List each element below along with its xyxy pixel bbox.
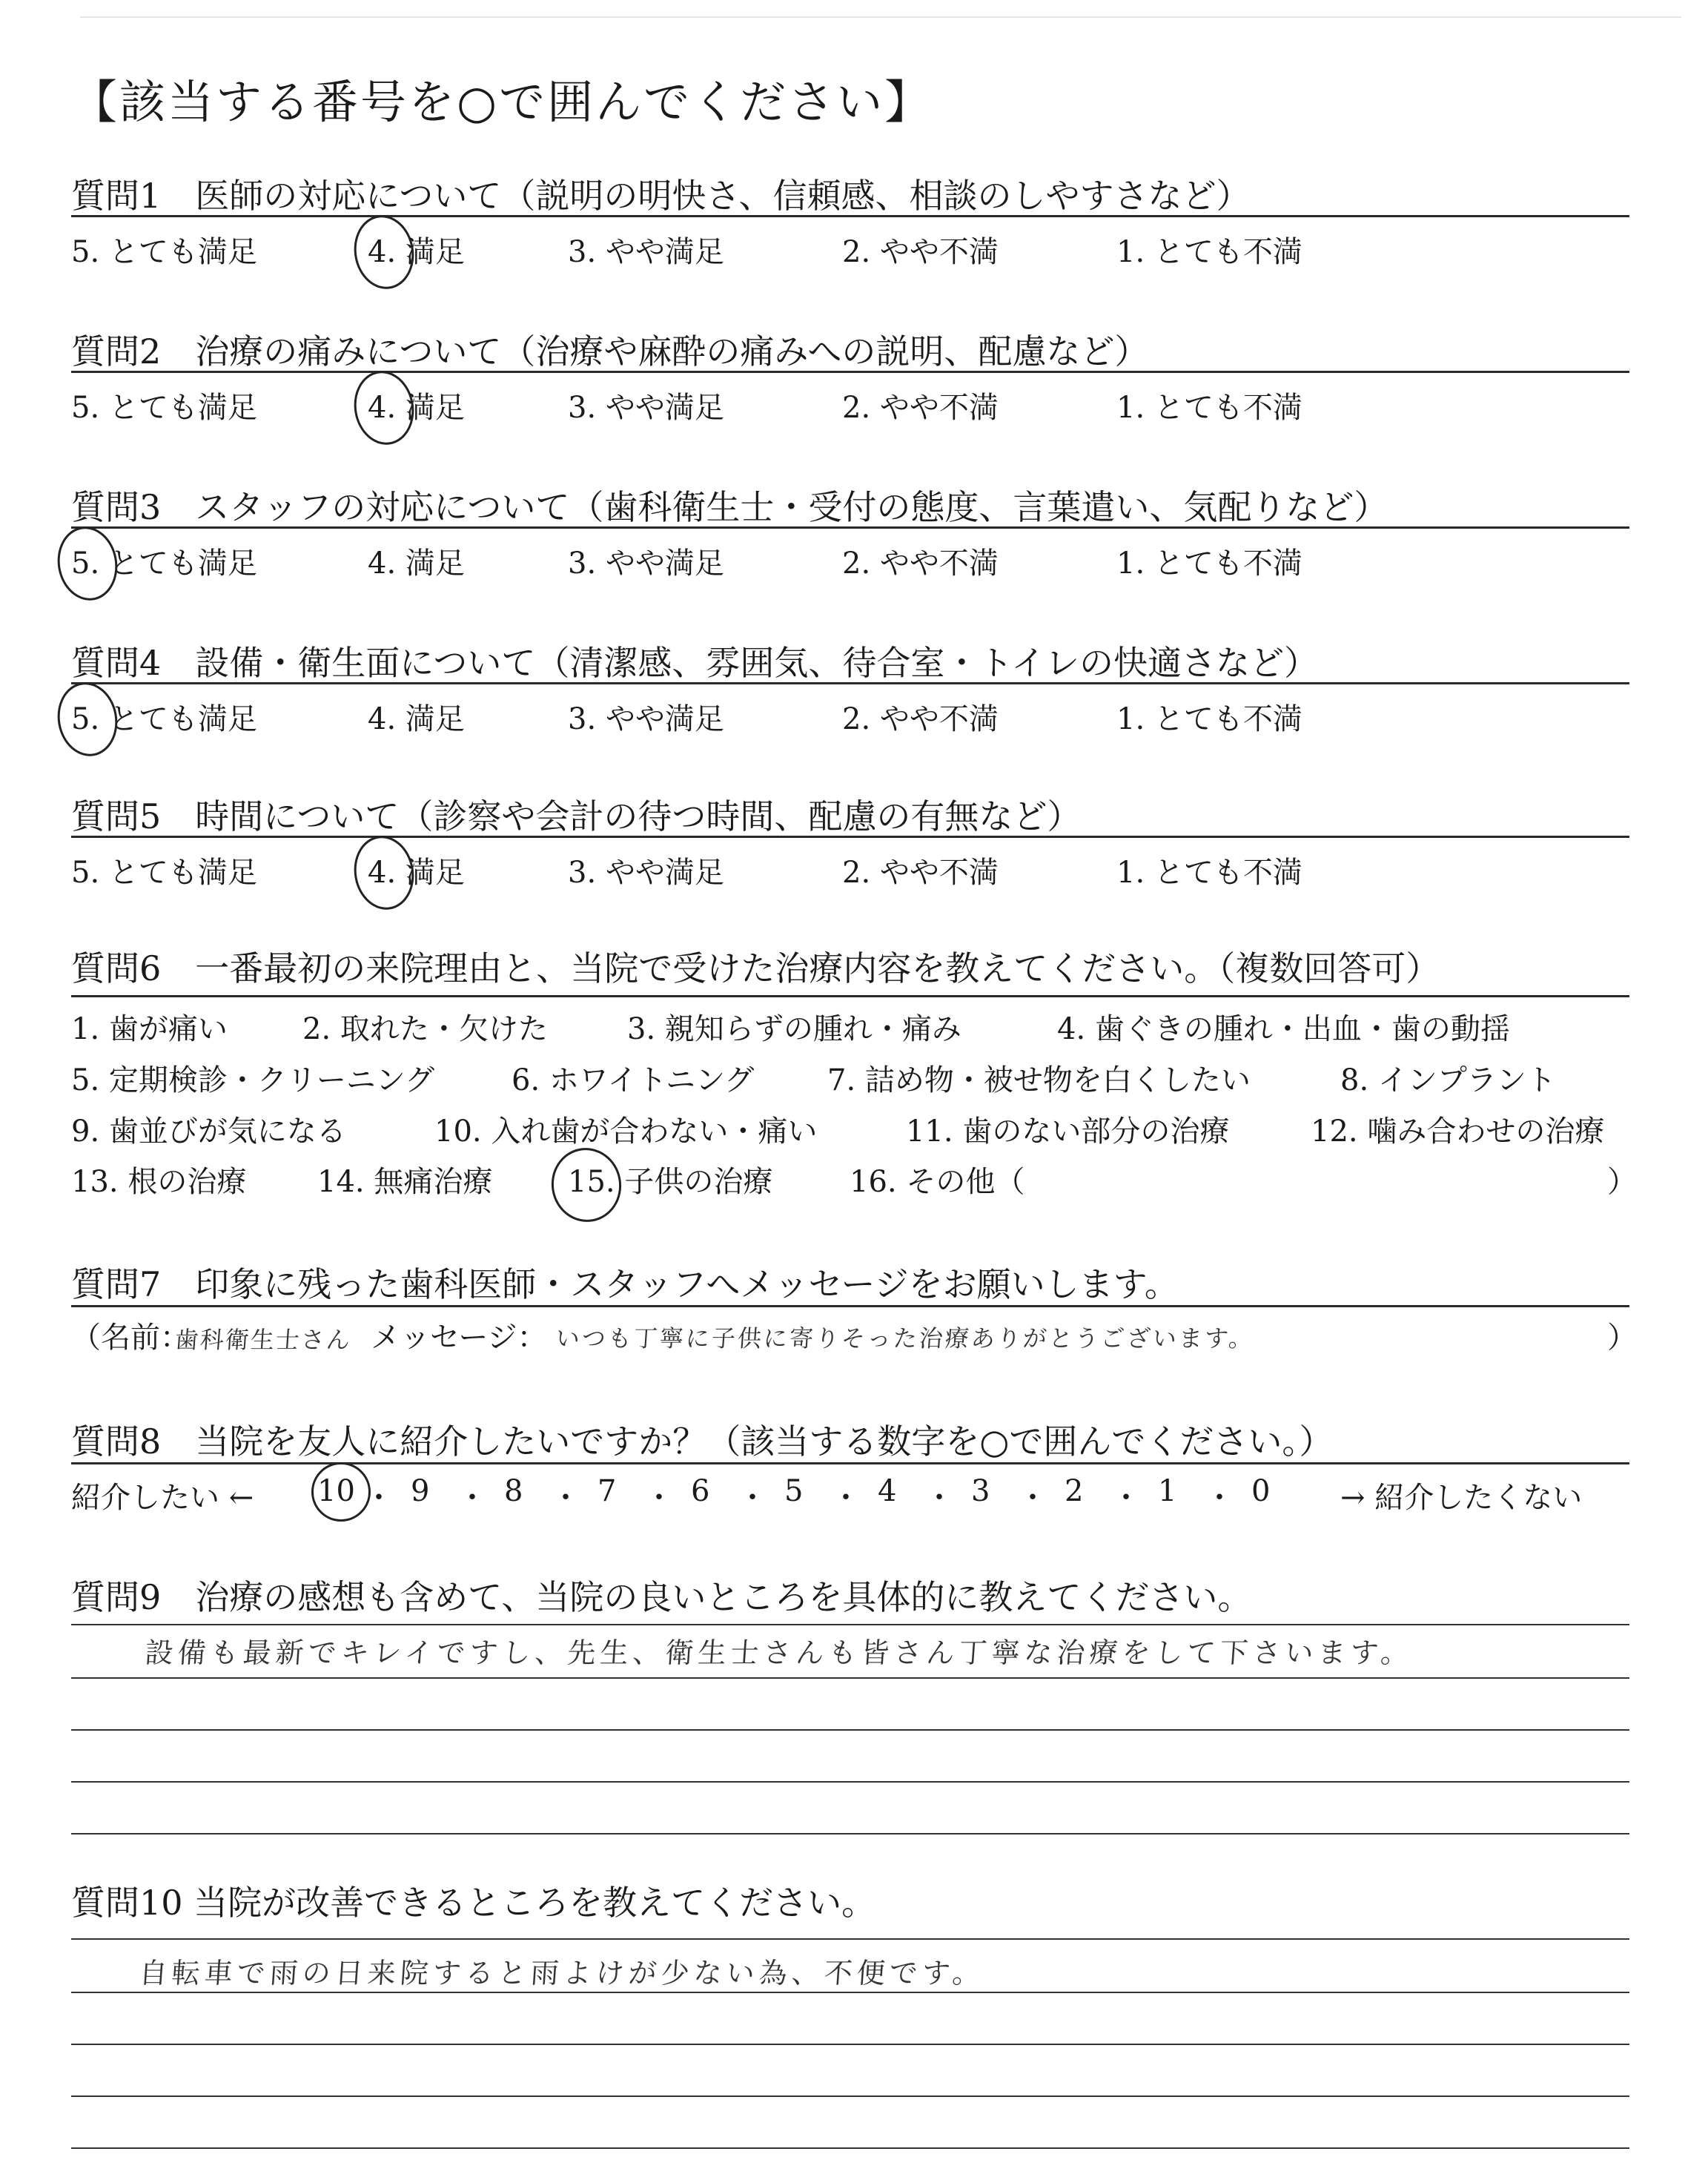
q5-option-1: 1. とても不満 bbox=[1116, 856, 1302, 890]
q1-option-2: 2. やや不満 bbox=[842, 235, 999, 269]
q3-rule bbox=[71, 526, 1629, 529]
q7-message-label: メッセージ： bbox=[371, 1321, 547, 1355]
q2-rule bbox=[71, 371, 1629, 373]
q6-option-2: 2. 取れた・欠けた bbox=[302, 1012, 548, 1046]
q8-scale-9: 9 bbox=[411, 1474, 430, 1508]
q4-selected-circle bbox=[52, 678, 123, 761]
q5-option-3: 3. やや満足 bbox=[568, 856, 724, 890]
q8-separator-dot: ・ bbox=[924, 1481, 954, 1515]
q6-option-16: 16. その他（ bbox=[850, 1165, 1025, 1199]
survey-instruction-heading: 【該当する番号を○で囲んでください】 bbox=[71, 75, 933, 129]
q10-line-1 bbox=[71, 1938, 1629, 1940]
q1-rule bbox=[71, 215, 1629, 217]
q9-title: 質問9 治療の感想も含めて、当院の良いところを具体的に教えてください。 bbox=[71, 1577, 1252, 1617]
q6-option-4: 4. 歯ぐきの腫れ・出血・歯の動揺 bbox=[1057, 1012, 1510, 1046]
q6-option-9: 9. 歯並びが気になる bbox=[71, 1114, 346, 1149]
q8-rule bbox=[71, 1462, 1629, 1464]
q8-scale-7: 7 bbox=[598, 1474, 617, 1508]
q6-option-3: 3. 親知らずの腫れ・痛み bbox=[627, 1012, 961, 1046]
q6-title: 質問6 一番最初の来院理由と、当院で受けた治療内容を教えてください。（複数回答可） bbox=[71, 948, 1440, 988]
q8-scale-0: 0 bbox=[1251, 1474, 1271, 1508]
q6-other-close-paren: ） bbox=[1607, 1165, 1637, 1199]
q8-scale-2: 2 bbox=[1065, 1474, 1084, 1508]
q4-rule bbox=[71, 682, 1629, 684]
q9-answer: 設備も最新でキレイですし、先生、衛生士さんも皆さん丁寧な治療をして下さいます。 bbox=[144, 1636, 1414, 1669]
q4-option-2: 2. やや不満 bbox=[842, 702, 999, 736]
q8-right-label: → 紹介したくない bbox=[1340, 1481, 1583, 1515]
q9-line-1 bbox=[71, 1624, 1629, 1625]
q2-option-4: 4. 満足 bbox=[368, 391, 465, 425]
q8-scale-4: 4 bbox=[878, 1474, 897, 1508]
q10-line-4 bbox=[71, 2095, 1629, 2097]
q8-separator-dot: ・ bbox=[457, 1481, 487, 1515]
q8-title: 質問8 当院を友人に紹介したいですか？（該当する数字を○で囲んでください。） bbox=[71, 1421, 1334, 1462]
q6-option-14: 14. 無痛治療 bbox=[317, 1165, 493, 1199]
q1-title: 質問1 医師の対応について（説明の明快さ、信頼感、相談のしやすさなど） bbox=[71, 176, 1251, 216]
q5-selected-circle bbox=[348, 831, 420, 914]
q8-separator-dot: ・ bbox=[738, 1481, 767, 1515]
q6-option-15: 15. 子供の治療 bbox=[568, 1165, 773, 1199]
q10-line-3 bbox=[71, 2044, 1629, 2045]
q9-line-3 bbox=[71, 1729, 1629, 1731]
q2-option-5: 5. とても満足 bbox=[71, 391, 257, 425]
q1-option-4: 4. 満足 bbox=[368, 235, 465, 269]
q3-option-1: 1. とても不満 bbox=[1116, 546, 1302, 581]
q6-option-5: 5. 定期検診・クリーニング bbox=[71, 1063, 435, 1097]
q6-option-1: 1. 歯が痛い bbox=[71, 1012, 228, 1046]
q3-selected-circle bbox=[52, 522, 123, 605]
q10-line-5 bbox=[71, 2147, 1629, 2149]
q2-selected-circle bbox=[348, 366, 420, 449]
q7-close-paren: ） bbox=[1607, 1321, 1637, 1355]
q6-option-6: 6. ホワイトニング bbox=[512, 1063, 755, 1097]
q9-line-5 bbox=[71, 1833, 1629, 1834]
q8-separator-dot: ・ bbox=[644, 1481, 674, 1515]
q8-scale-3: 3 bbox=[971, 1474, 990, 1508]
q5-rule bbox=[71, 836, 1629, 838]
q3-option-3: 3. やや満足 bbox=[568, 546, 724, 581]
q5-option-2: 2. やや不満 bbox=[842, 856, 999, 890]
q8-scale-1: 1 bbox=[1158, 1474, 1177, 1508]
q1-option-5: 5. とても満足 bbox=[71, 235, 257, 269]
q2-option-3: 3. やや満足 bbox=[568, 391, 724, 425]
q5-title: 質問5 時間について（診察や会計の待つ時間、配慮の有無など） bbox=[71, 796, 1082, 836]
q8-scale-8: 8 bbox=[504, 1474, 523, 1508]
q4-option-1: 1. とても不満 bbox=[1116, 702, 1302, 736]
q3-option-4: 4. 満足 bbox=[368, 546, 465, 581]
q6-selected-circle bbox=[546, 1143, 627, 1228]
q7-title: 質問7 印象に残った歯科医師・スタッフへメッセージをお願いします。 bbox=[71, 1264, 1179, 1304]
q8-scale-5: 5 bbox=[784, 1474, 804, 1508]
q2-option-1: 1. とても不満 bbox=[1116, 391, 1302, 425]
q7-message-value: いつも丁寧に子供に寄りそった治療ありがとうございます。 bbox=[555, 1324, 1256, 1353]
q8-separator-dot: ・ bbox=[1205, 1481, 1234, 1515]
q6-rule bbox=[71, 995, 1629, 997]
q9-line-2 bbox=[71, 1677, 1629, 1679]
q8-scale-6: 6 bbox=[691, 1474, 710, 1508]
q4-option-5: 5. とても満足 bbox=[71, 702, 257, 736]
q3-title: 質問3 スタッフの対応について（歯科衛生士・受付の態度、言葉遣い、気配りなど） bbox=[71, 487, 1388, 527]
q6-option-7: 7. 詰め物・被せ物を白くしたい bbox=[827, 1063, 1251, 1097]
q6-option-13: 13. 根の治療 bbox=[71, 1165, 247, 1199]
q8-selected-circle bbox=[311, 1462, 371, 1522]
q10-title: 質問10 当院が改善できるところを教えてください。 bbox=[71, 1883, 876, 1923]
q8-separator-dot: ・ bbox=[551, 1481, 580, 1515]
q3-option-5: 5. とても満足 bbox=[71, 546, 257, 581]
q7-name-label: （名前： bbox=[71, 1321, 190, 1355]
q7-rule bbox=[71, 1305, 1629, 1307]
q4-option-4: 4. 満足 bbox=[368, 702, 465, 736]
q1-selected-circle bbox=[348, 211, 420, 294]
q1-option-1: 1. とても不満 bbox=[1116, 235, 1302, 269]
q10-line-2 bbox=[71, 1992, 1629, 1993]
q7-name-value: 歯科衛生士さん bbox=[173, 1326, 353, 1354]
q8-separator-dot: ・ bbox=[364, 1481, 394, 1515]
q8-separator-dot: ・ bbox=[831, 1481, 861, 1515]
q5-option-5: 5. とても満足 bbox=[71, 856, 257, 890]
q2-option-2: 2. やや不満 bbox=[842, 391, 999, 425]
q1-option-3: 3. やや満足 bbox=[568, 235, 724, 269]
q4-option-3: 3. やや満足 bbox=[568, 702, 724, 736]
q6-option-12: 12. 噛み合わせの治療 bbox=[1311, 1114, 1605, 1149]
q8-separator-dot: ・ bbox=[1018, 1481, 1047, 1515]
scan-edge-line bbox=[80, 16, 1681, 18]
q6-option-11: 11. 歯のない部分の治療 bbox=[906, 1114, 1230, 1149]
q9-line-4 bbox=[71, 1781, 1629, 1783]
q10-answer: 自転車で雨の日来院すると雨よけが少ない為、不便です。 bbox=[138, 1957, 987, 1989]
q5-option-4: 4. 満足 bbox=[368, 856, 465, 890]
q6-option-10: 10. 入れ歯が合わない・痛い bbox=[434, 1114, 818, 1149]
q8-left-label: 紹介したい ← bbox=[71, 1481, 254, 1515]
q8-scale-10: 10 bbox=[317, 1474, 355, 1508]
q4-title: 質問4 設備・衛生面について（清潔感、雰囲気、待合室・トイレの快適さなど） bbox=[71, 643, 1319, 683]
q2-title: 質問2 治療の痛みについて（治療や麻酔の痛みへの説明、配慮など） bbox=[71, 331, 1149, 371]
q8-separator-dot: ・ bbox=[1111, 1481, 1141, 1515]
q3-option-2: 2. やや不満 bbox=[842, 546, 999, 581]
q6-option-8: 8. インプラント bbox=[1340, 1063, 1556, 1097]
